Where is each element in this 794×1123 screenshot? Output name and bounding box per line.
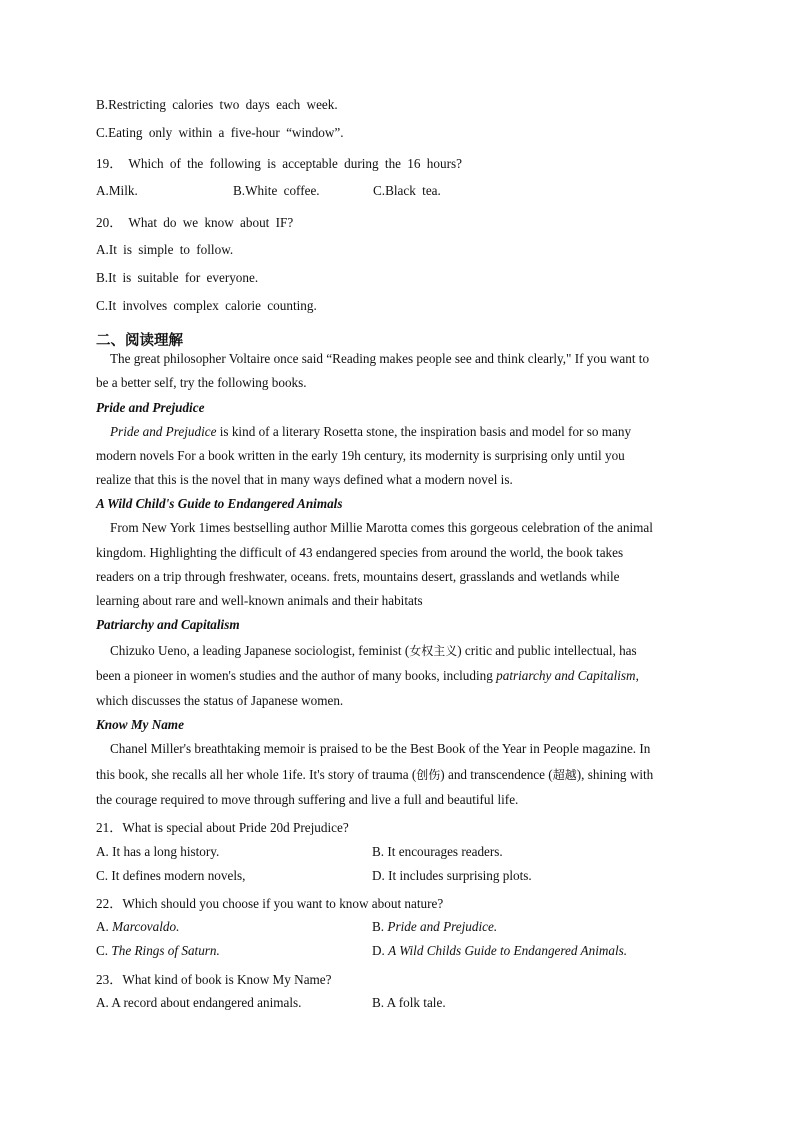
q20-option-c: C.It involves complex calorie counting. [96, 298, 317, 313]
q22-option-d-text: A Wild Childs Guide to Endangered Animals. [388, 943, 628, 958]
q22-stem: 22．Which should you choose if you want to know about nature? [96, 896, 444, 911]
q19-option-c: C.Black tea. [373, 183, 441, 198]
q22-option-a [96, 919, 179, 935]
book3-book-title-inline: patriarchy and Capitalism [496, 668, 636, 683]
book3-line-2-b: , [635, 668, 639, 683]
book3-line-2-a: been a pioneer in women's studies and the author of many books, including [96, 668, 497, 683]
q20-option-b: B.It is suitable for everyone. [96, 270, 259, 285]
q22-option-a-letter: A. [96, 919, 113, 934]
book2-line-4: learning about rare and well-known animals and their habitats [96, 593, 423, 608]
book4-line-2-c: ), shining with [576, 767, 654, 782]
book1-title: Pride and Prejudice [96, 400, 205, 415]
q23-stem: 23．What kind of book is Know My Name? [96, 972, 332, 987]
book3-line-3: which discusses the status of Japanese women. [96, 693, 344, 708]
book4-chinese-gloss-1: 创伤 [416, 768, 441, 782]
q19-option-a: A.Milk. [96, 183, 138, 198]
q23-option-a: A. A record about endangered animals. [96, 995, 302, 1010]
book3-line-1-b: ) critic and public intellectual, has [457, 643, 637, 658]
q22-option-b-letter: B. [372, 919, 388, 934]
book1-line-1-text: is kind of a literary Rosetta stone, the inspiration basis and model for so many [216, 424, 632, 439]
q22-option-b-text: Pride and Prejudice. [387, 919, 498, 934]
q19-stem: 19． Which of the following is acceptable during the 16 hours? [96, 156, 462, 171]
book2-line-1: From New York 1imes bestselling author Millie Marotta comes this gorgeous celebration of the animal [110, 520, 653, 535]
intro-line-1: The great philosopher Voltaire once said “Reading makes people see and think clearly," If you want to [110, 351, 650, 366]
q21-option-d: D. It includes surprising plots. [372, 868, 532, 883]
q21-stem: 21．What is special about Pride 20d Prejudice? [96, 820, 349, 835]
q21-option-b: B. It encourages readers. [372, 844, 503, 859]
book4-line-1: Chanel Miller's breathtaking memoir is praised to be the Best Book of the Year in People magazine. In [110, 741, 651, 756]
q23-option-b: B. A folk tale. [372, 995, 446, 1010]
q20-option-a: A.It is simple to follow. [96, 242, 234, 257]
book2-line-3: readers on a trip through freshwater, oceans. frets, mountains desert, grasslands and wetlands while [96, 569, 620, 584]
book4-line-2 [96, 766, 653, 783]
q22-option-c [96, 943, 220, 959]
book1-title-inline: Pride and Prejudice [110, 424, 217, 439]
q22-option-d [372, 943, 627, 959]
q21-option-a: A. It has a long history. [96, 844, 220, 859]
section-heading: 二、阅读理解 [96, 333, 183, 349]
book4-line-2-b: ) and transcendence ( [440, 767, 553, 782]
book1-line-2: modern novels For a book written in the early 19h century, its modernity is surprising only until you [96, 448, 625, 463]
q20-stem: 20． What do we know about IF? [96, 215, 294, 230]
book4-line-3: the courage required to move through suffering and live a full and beautiful life. [96, 792, 519, 807]
q22-option-d-letter: D. [372, 943, 389, 958]
book2-title: A Wild Child's Guide to Endangered Animals [96, 496, 343, 511]
q22-option-c-text: The Rings of Saturn. [111, 943, 220, 958]
q18-option-b: B.Restricting calories two days each week. [96, 97, 338, 112]
book3-line-2 [96, 668, 639, 684]
q19-option-b: B.White coffee. [233, 183, 320, 198]
q18-option-c: C.Eating only within a five-hour “window”. [96, 125, 344, 140]
book4-title: Know My Name [96, 717, 184, 732]
q22-option-b [372, 919, 497, 935]
book2-line-2: kingdom. Highlighting the difficult of 43 endangered species from around the world, the book takes [96, 545, 624, 560]
q22-option-c-letter: C. [96, 943, 112, 958]
book4-line-2-a: this book, she recalls all her whole 1ife. It's story of trauma ( [96, 767, 417, 782]
book3-line-1-a: Chizuko Ueno, a leading Japanese sociologist, feminist ( [110, 643, 410, 658]
q22-option-a-text: Marcovaldo. [112, 919, 180, 934]
intro-line-2: be a better self, try the following books. [96, 375, 307, 390]
book1-line-3: realize that this is the novel that in many ways defined what a modern novel is. [96, 472, 513, 487]
book3-line-1 [110, 642, 637, 659]
book1-line-1 [110, 424, 631, 440]
book3-chinese-gloss: 女权主义 [409, 644, 458, 658]
q21-option-c: C. It defines modern novels, [96, 868, 246, 883]
book4-chinese-gloss-2: 超越 [552, 768, 577, 782]
book3-title: Patriarchy and Capitalism [96, 617, 240, 632]
